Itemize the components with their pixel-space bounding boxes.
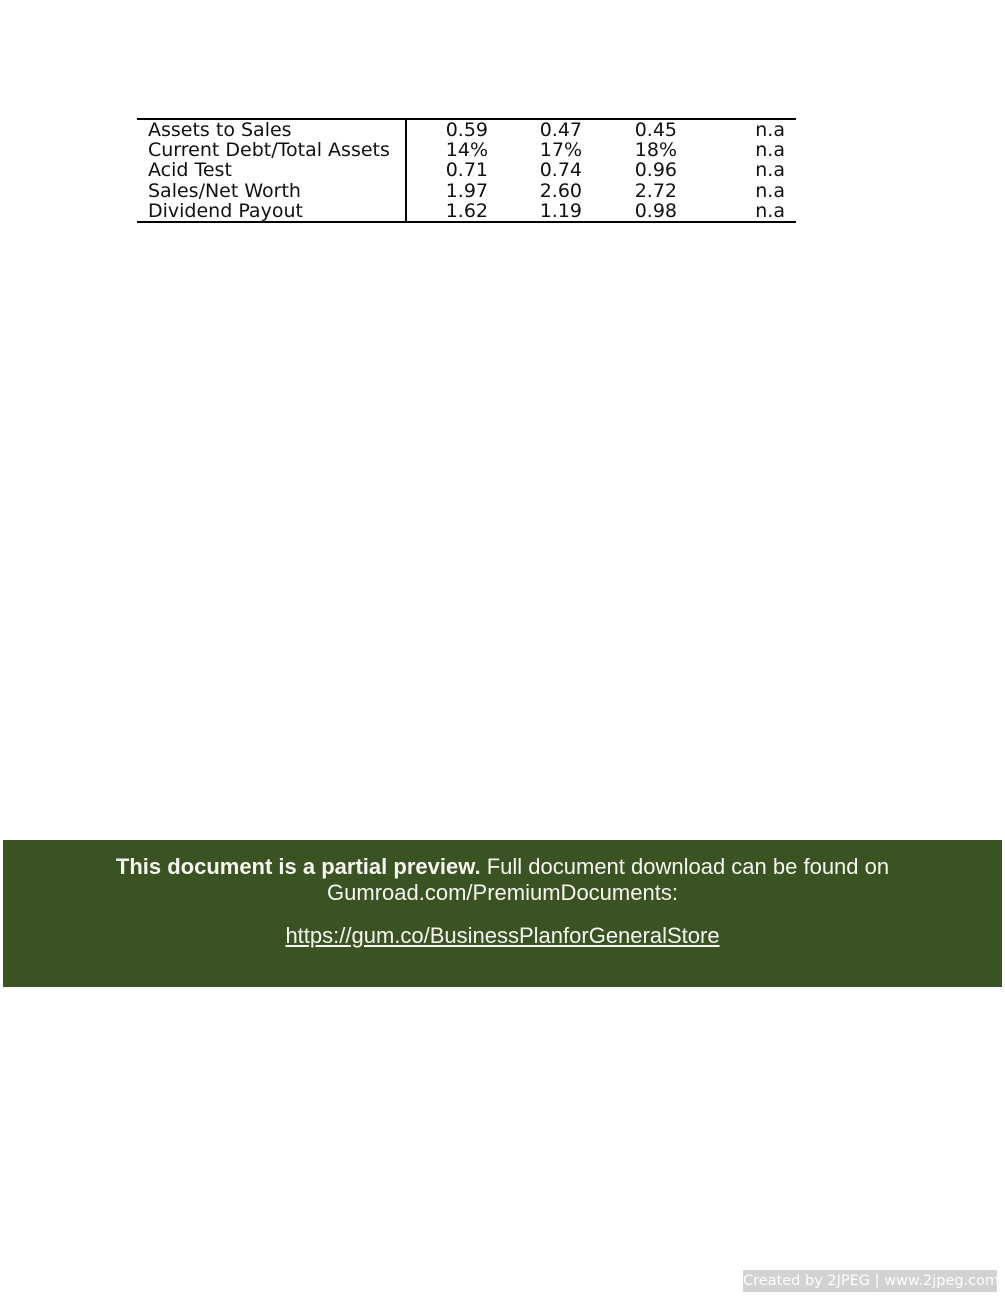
creator-watermark: Created by 2JPEG | www.2jpeg.com bbox=[743, 1270, 997, 1292]
banner-message-bold: This document is a partial preview. bbox=[115, 854, 481, 879]
ratio-value-col3: 0.98 bbox=[634, 199, 677, 222]
ratio-value-col1: 14% bbox=[445, 139, 488, 162]
ratio-value-col2: 0.74 bbox=[539, 159, 582, 182]
table-row bbox=[137, 140, 796, 160]
ratio-label: Assets to Sales bbox=[148, 120, 292, 141]
banner-link-line bbox=[3, 923, 1002, 949]
ratio-value-col2: 2.60 bbox=[539, 179, 582, 202]
banner-message-line2: Gumroad.com/PremiumDocuments: bbox=[327, 880, 678, 905]
table-row bbox=[137, 120, 796, 140]
ratio-value-col3: 0.96 bbox=[634, 159, 677, 182]
banner-message-rest: Full document download can be found on bbox=[480, 854, 890, 879]
ratio-value-col1: 0.71 bbox=[445, 159, 488, 182]
ratio-value-col1: 0.59 bbox=[445, 119, 488, 141]
ratio-value-col4: n.a bbox=[755, 179, 785, 202]
ratio-value-col2: 17% bbox=[539, 139, 582, 162]
table-row bbox=[137, 160, 796, 180]
table-row bbox=[137, 201, 796, 221]
ratio-value-col4: n.a bbox=[755, 159, 785, 182]
ratio-value-col1: 1.62 bbox=[445, 199, 488, 222]
ratio-label: Dividend Payout bbox=[148, 200, 303, 221]
ratio-value-col1: 1.97 bbox=[445, 179, 488, 202]
table-row bbox=[137, 181, 796, 201]
table-column-divider bbox=[405, 120, 407, 221]
ratio-value-col4: n.a bbox=[755, 199, 785, 222]
banner-message bbox=[3, 854, 1002, 906]
ratio-value-col3: 2.72 bbox=[634, 179, 677, 202]
ratio-value-col3: 18% bbox=[634, 139, 677, 162]
partial-preview-banner bbox=[3, 840, 1002, 987]
ratio-value-col4: n.a bbox=[755, 139, 785, 162]
ratio-value-col2: 0.47 bbox=[539, 119, 582, 141]
ratio-value-col2: 1.19 bbox=[539, 199, 582, 222]
gumroad-link[interactable]: https://gum.co/BusinessPlanforGeneralStore bbox=[285, 923, 720, 948]
financial-ratios-table bbox=[137, 118, 796, 223]
ratio-label: Sales/Net Worth bbox=[148, 180, 301, 201]
ratio-label: Current Debt/Total Assets bbox=[148, 140, 390, 161]
ratio-label: Acid Test bbox=[148, 160, 232, 181]
ratio-value-col4: n.a bbox=[755, 119, 785, 141]
ratio-value-col3: 0.45 bbox=[634, 119, 677, 141]
